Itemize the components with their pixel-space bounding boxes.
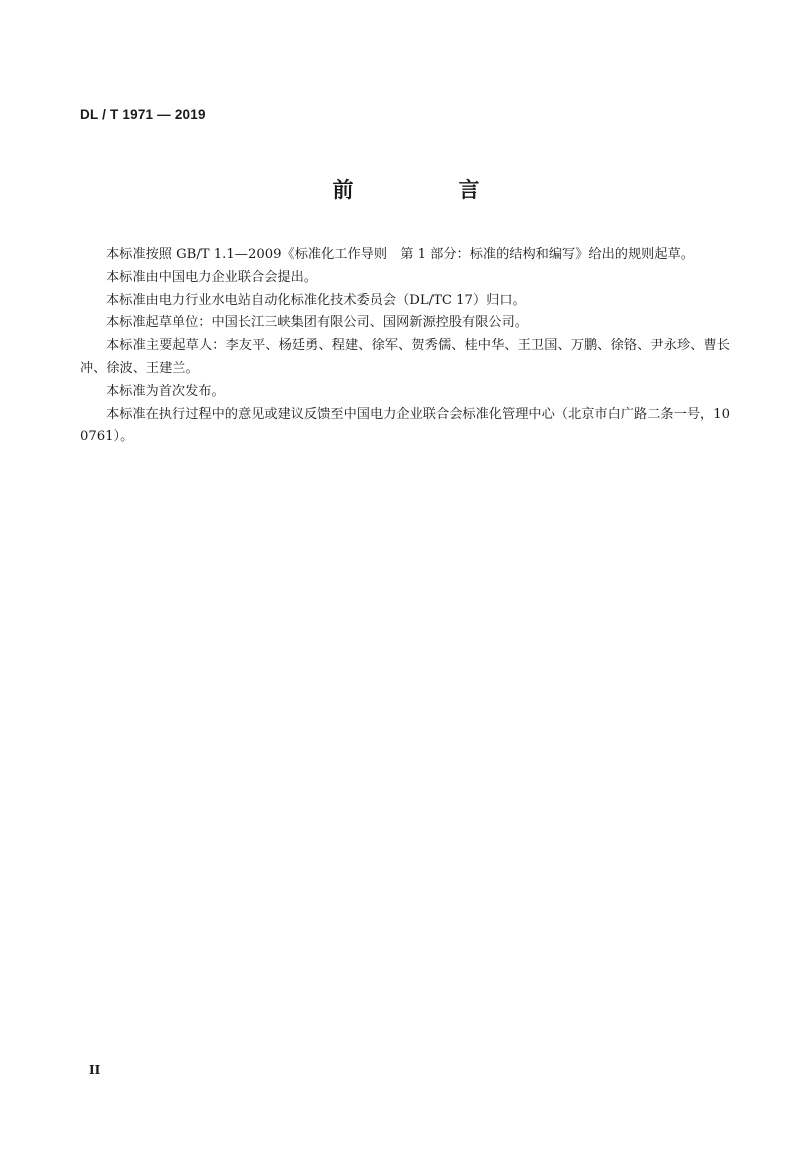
paragraph-proposer: 本标准由中国电力企业联合会提出。 (106, 269, 317, 285)
standard-code: DL / T 1971 — 2019 (80, 107, 206, 122)
page-number: II (89, 1063, 101, 1077)
paragraph-committee: 本标准由电力行业水电站自动化标准化技术委员会（DL/TC 17）归口。 (106, 292, 526, 308)
paragraph-drafting-units: 本标准起草单位：中国长江三峡集团有限公司、国网新源控股有限公司。 (106, 315, 528, 331)
foreword-body (80, 244, 730, 449)
paragraph-first-release: 本标准为首次发布。 (106, 383, 225, 399)
page-title: 前 言 (332, 178, 522, 202)
paragraph-drafting-rules: 本标准按照 GB/T 1.1—2009《标准化工作导则 第 1 部分：标准的结构和编写》给出的规则起草。 (106, 247, 694, 262)
paragraph-drafters: 本标准主要起草人：李友平、杨廷勇、程建、徐军、贺秀儒、桂中华、王卫国、万鹏、徐铬、尹永珍、曹长冲、徐波、王建兰。 (80, 338, 730, 376)
paragraph-feedback: 本标准在执行过程中的意见或建议反馈至中国电力企业联合会标准化管理中心（北京市白广路二条一号，100761）。 (80, 406, 730, 445)
